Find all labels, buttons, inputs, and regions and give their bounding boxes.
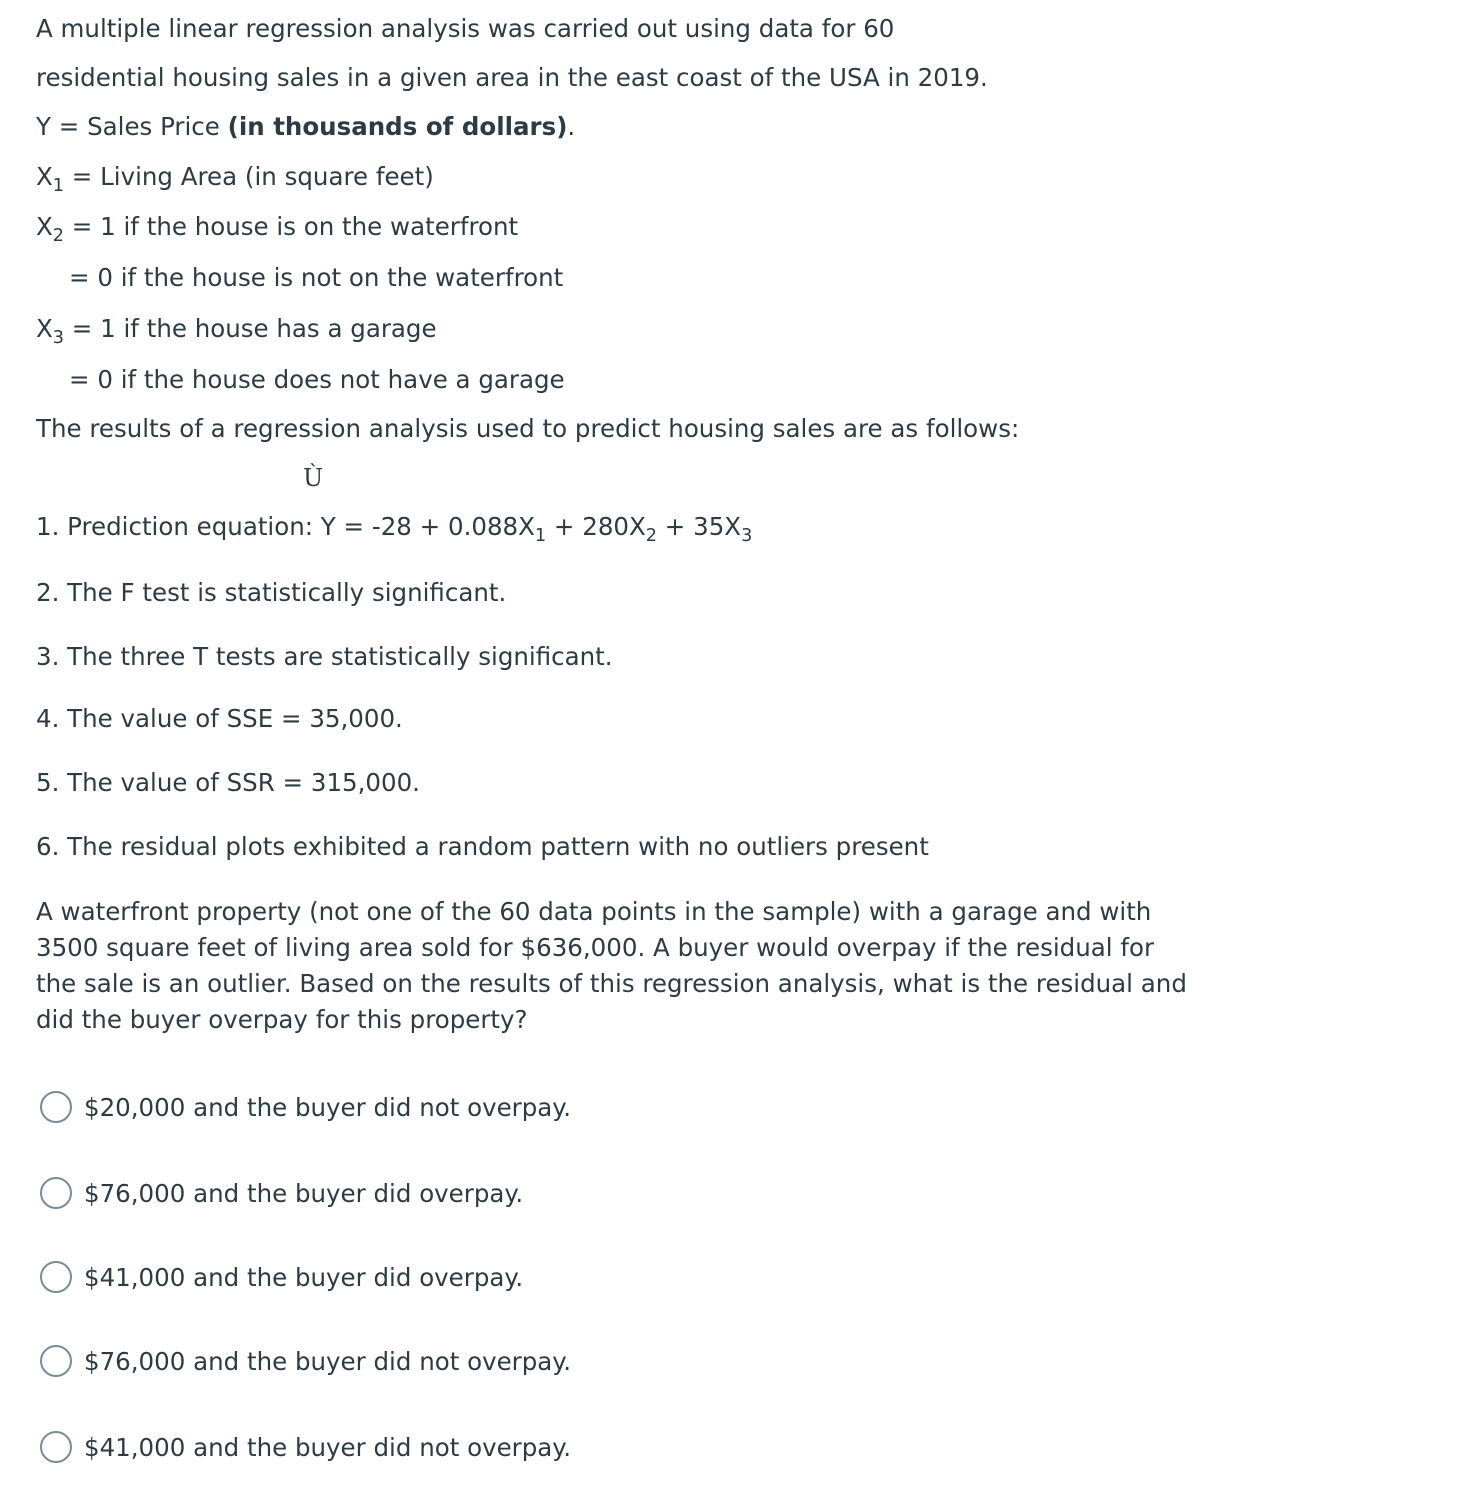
eq-part-b: + 280X [546, 512, 646, 541]
x2-alt: = 0 if the house is not on the waterfront [69, 263, 564, 292]
intro-line-2: residential housing sales in a given area in the east coast of the USA in 2019. [36, 63, 988, 92]
radio-button[interactable] [40, 1431, 72, 1463]
result-3: 3. The three T tests are statistically significant. [36, 642, 613, 671]
radio-button[interactable] [40, 1091, 72, 1123]
x3-definition [36, 314, 437, 349]
answer-option-4[interactable] [40, 1345, 571, 1377]
x2-definition [36, 212, 519, 247]
results-intro: The results of a regression analysis used to predict housing sales are as follows: [36, 414, 1020, 443]
eq-part-a: 1. Prediction equation: Y = -28 + 0.088X [36, 512, 535, 541]
radio-button[interactable] [40, 1345, 72, 1377]
y-hat-glyph: Ù [303, 464, 324, 492]
radio-button[interactable] [40, 1261, 72, 1293]
option-label: $41,000 and the buyer did not overpay. [84, 1432, 572, 1462]
y-def-end: . [567, 112, 576, 141]
y-definition [36, 112, 575, 142]
eq-sub-3: 3 [741, 526, 753, 547]
x1-definition [36, 162, 434, 197]
option-label: $41,000 and the buyer did overpay. [84, 1262, 524, 1292]
y-def-text: Y = Sales Price [36, 112, 228, 141]
radio-button[interactable] [40, 1177, 72, 1209]
x2-sub: 2 [52, 226, 65, 247]
answer-option-5[interactable] [40, 1431, 571, 1463]
eq-part-c: + 35X [657, 512, 742, 541]
x3-text: = 1 if the house has a garage [64, 314, 437, 343]
answer-option-3[interactable] [40, 1261, 523, 1293]
result-4: 4. The value of SSE = 35,000. [36, 704, 403, 733]
x3-var: X [36, 314, 53, 343]
x1-sub: 1 [52, 176, 65, 197]
x2-var: X [36, 212, 53, 241]
question-text: A waterfront property (not one of the 60 data points in the sample) with a garage and with 3500 square feet of living area sold for $636,000. A buyer would overpay if the residual for the sale is an outlier. Based on the results of this regression analysis, what is the residual and did the buyer overpay for this property? [36, 897, 1187, 1034]
result-6: 6. The residual plots exhibited a random pattern with no outliers present [36, 832, 929, 861]
x3-sub: 3 [52, 328, 65, 349]
answer-option-2[interactable] [40, 1177, 523, 1209]
x1-text: = Living Area (in square feet) [64, 162, 434, 191]
x3-alt: = 0 if the house does not have a garage [69, 365, 565, 394]
result-1-equation [36, 512, 753, 547]
eq-sub-1: 1 [534, 526, 547, 547]
intro-line-1: A multiple linear regression analysis was carried out using data for 60 [36, 14, 895, 43]
result-5: 5. The value of SSR = 315,000. [36, 768, 420, 797]
y-def-units: (in thousands of dollars) [227, 112, 568, 141]
eq-sub-2: 2 [645, 526, 658, 547]
result-2: 2. The F test is statistically significant. [36, 578, 507, 607]
option-label: $76,000 and the buyer did not overpay. [84, 1346, 572, 1376]
x1-var: X [36, 162, 53, 191]
answer-option-1[interactable] [40, 1091, 571, 1123]
option-label: $76,000 and the buyer did overpay. [84, 1178, 524, 1208]
x2-text: = 1 if the house is on the waterfront [64, 212, 519, 241]
option-label: $20,000 and the buyer did not overpay. [84, 1092, 572, 1122]
